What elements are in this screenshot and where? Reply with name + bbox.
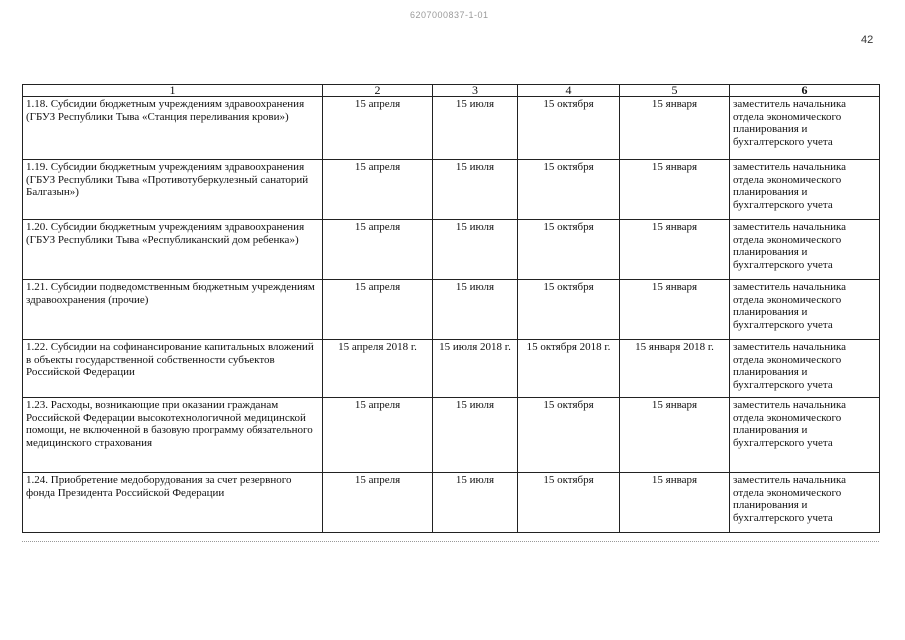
row-item-text: 1.20. Субсидии бюджетным учреждениям здравоохранения (ГБУЗ Республики Тыва «Республиканский дом ребенка») — [23, 220, 323, 280]
date-q2: 15 июля — [433, 280, 518, 340]
date-q3: 15 октября 2018 г. — [518, 340, 620, 398]
date-q3: 15 октября — [518, 220, 620, 280]
date-q2: 15 июля — [433, 398, 518, 473]
page-number: 42 — [861, 34, 874, 46]
header-col-2: 2 — [323, 85, 433, 97]
date-q3: 15 октября — [518, 97, 620, 160]
date-q4: 15 января — [620, 160, 730, 220]
responsible-person: заместитель начальника отдела экономического планирования и бухгалтерского учета — [730, 340, 880, 398]
responsible-person: заместитель начальника отдела экономического планирования и бухгалтерского учета — [730, 280, 880, 340]
table-row — [23, 280, 880, 340]
date-q3: 15 октября — [518, 160, 620, 220]
date-q1: 15 апреля — [323, 220, 433, 280]
table-row — [23, 160, 880, 220]
date-q4: 15 января — [620, 280, 730, 340]
table-row — [23, 340, 880, 398]
date-q1: 15 апреля — [323, 97, 433, 160]
document-code: 6207000837-1-01 — [410, 10, 489, 20]
date-q1: 15 апреля — [323, 473, 433, 533]
header-col-3: 3 — [433, 85, 518, 97]
date-q2: 15 июля — [433, 160, 518, 220]
date-q4: 15 января 2018 г. — [620, 340, 730, 398]
table-row — [23, 220, 880, 280]
row-item-text: 1.21. Субсидии подведомственным бюджетным учреждениям здравоохранения (прочие) — [23, 280, 323, 340]
responsible-person: заместитель начальника отдела экономического планирования и бухгалтерского учета — [730, 473, 880, 533]
scan-bottom-line — [22, 541, 879, 543]
header-col-4: 4 — [518, 85, 620, 97]
responsible-person: заместитель начальника отдела экономического планирования и бухгалтерского учета — [730, 220, 880, 280]
date-q1: 15 апреля 2018 г. — [323, 340, 433, 398]
date-q4: 15 января — [620, 97, 730, 160]
header-col-5: 5 — [620, 85, 730, 97]
date-q3: 15 октября — [518, 398, 620, 473]
date-q1: 15 апреля — [323, 160, 433, 220]
date-q2: 15 июля — [433, 97, 518, 160]
row-item-text: 1.18. Субсидии бюджетным учреждениям здравоохранения (ГБУЗ Республики Тыва «Станция переливания крови») — [23, 97, 323, 160]
table-row — [23, 97, 880, 160]
responsible-person: заместитель начальника отдела экономического планирования и бухгалтерского учета — [730, 97, 880, 160]
date-q2: 15 июля — [433, 220, 518, 280]
date-q2: 15 июля — [433, 473, 518, 533]
date-q1: 15 апреля — [323, 280, 433, 340]
date-q2: 15 июля 2018 г. — [433, 340, 518, 398]
responsible-person: заместитель начальника отдела экономического планирования и бухгалтерского учета — [730, 160, 880, 220]
date-q3: 15 октября — [518, 473, 620, 533]
table-row — [23, 398, 880, 473]
row-item-text: 1.22. Субсидии на софинансирование капитальных вложений в объекты государственной собственности субъектов Российской Федерации — [23, 340, 323, 398]
responsible-person: заместитель начальника отдела экономического планирования и бухгалтерского учета — [730, 398, 880, 473]
schedule-table — [22, 84, 880, 533]
row-item-text: 1.23. Расходы, возникающие при оказании гражданам Российской Федерации высокотехнологичной медицинской помощи, не включенной в базовую программу обязательного медицинского страхования — [23, 398, 323, 473]
date-q4: 15 января — [620, 220, 730, 280]
date-q4: 15 января — [620, 398, 730, 473]
date-q3: 15 октября — [518, 280, 620, 340]
header-col-1: 1 — [23, 85, 323, 97]
header-col-6: 6 — [730, 85, 880, 97]
table-row — [23, 473, 880, 533]
date-q1: 15 апреля — [323, 398, 433, 473]
table-header-row — [23, 85, 880, 97]
date-q4: 15 января — [620, 473, 730, 533]
row-item-text: 1.24. Приобретение медоборудования за счет резервного фонда Президента Российской Федерации — [23, 473, 323, 533]
row-item-text: 1.19. Субсидии бюджетным учреждениям здравоохранения (ГБУЗ Республики Тыва «Противотуберкулезный санаторий Балгазын») — [23, 160, 323, 220]
